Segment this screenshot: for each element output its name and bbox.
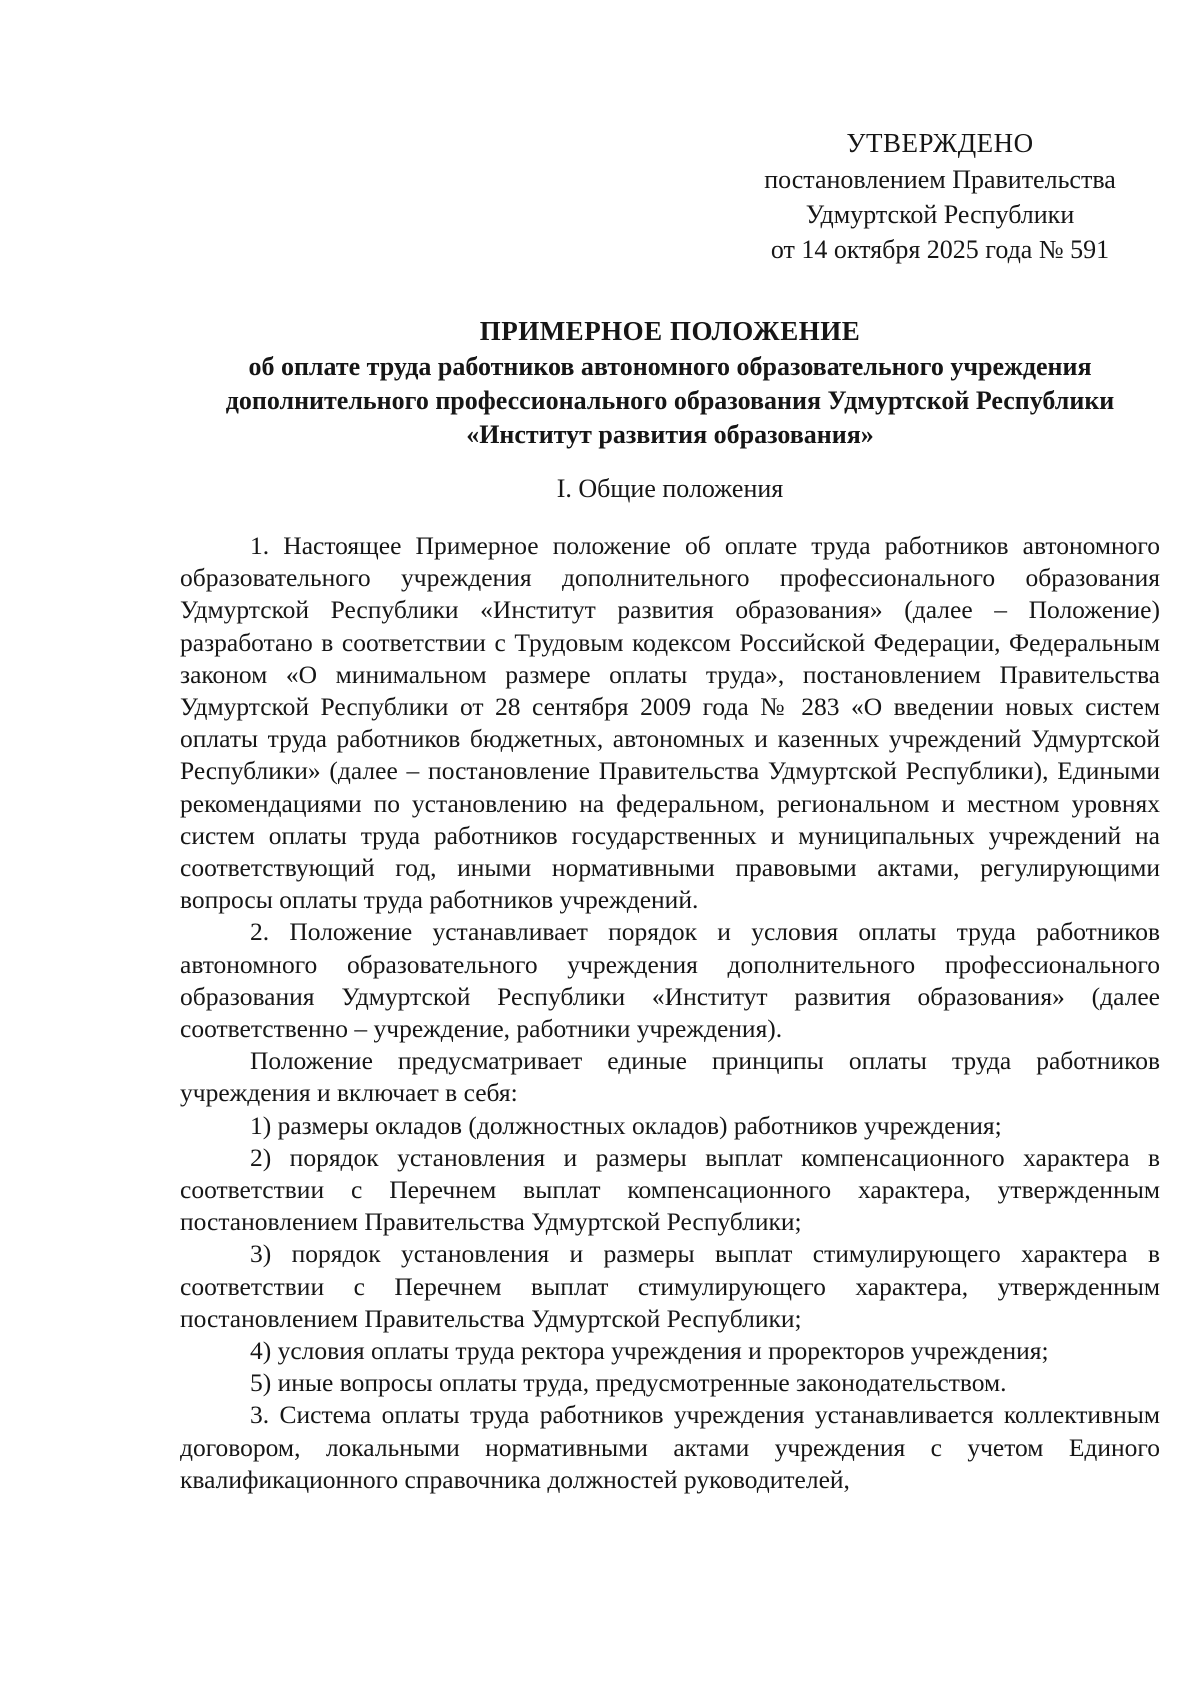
approval-stamp-block [720, 126, 1160, 267]
list-item: 3) порядок установления и размеры выплат стимулирующего характера в соответствии с Перечнем выплат стимулирующего характера, утвержденным постановлением Правительства Удмуртской Республики; [180, 1239, 1160, 1333]
list-item: 5) иные вопросы оплаты труда, предусмотренные законодательством. [250, 1368, 1007, 1398]
paragraph: 3. Система оплаты труда работников учреждения устанавливается коллективным договором, локальными нормативными актами учреждения с учетом Единого квалификационного справочника должностей руководителей, [180, 1400, 1160, 1494]
approval-date-number: от 14 октября 2025 года № 591 [770, 235, 1110, 264]
document-body [180, 530, 1160, 1496]
document-title: ПРИМЕРНОЕ ПОЛОЖЕНИЕ [479, 316, 861, 346]
section-heading: I. Общие положения [556, 474, 784, 503]
paragraph: 2. Положение устанавливает порядок и условия оплаты труда работников автономного образовательного учреждения дополнительного профессионального образования Удмуртской Республики «Институт развития образования» (далее соответственно – учреждение, работники учреждения). [180, 917, 1160, 1044]
paragraph: Положение предусматривает единые принципы оплаты труда работников учреждения и включает в себя: [180, 1046, 1160, 1108]
list-item: 2) порядок установления и размеры выплат компенсационного характера в соответствии с Перечнем выплат компенсационного характера, утвержденным постановлением Правительства Удмуртской Республики; [180, 1142, 1160, 1237]
approval-line: Удмуртской Республики [805, 200, 1075, 229]
approval-heading: УТВЕРЖДЕНО [846, 128, 1034, 158]
approval-line: постановлением Правительства [764, 165, 1116, 194]
list-item: 1) размеры окладов (должностных окладов) работников учреждения; [250, 1110, 1002, 1140]
document-title-block [180, 314, 1160, 452]
paragraph: 1. Настоящее Примерное положение об оплате труда работников автономного образовательного учреждения дополнительного профессионального образования Удмуртской Республики «Институт развития образования» (далее – Положение) разработано в соответствии с Трудовым кодексом Российской Федерации, Федеральным законом «О минимальном размере оплаты труда», постановлением Правительства Удмуртской Республики от 28 сентября 2009 года № 283 «О введении новых систем оплаты труда работников бюджетных, автономных и казенных учреждений Удмуртской Республики» (далее – постановление Правительства Удмуртской Республики), Едиными рекомендациями по установлению на федеральном, региональном и местном уровнях систем оплаты труда работников государственных и муниципальных учреждений на соответствующий год, иными нормативными правовыми актами, регулирующими вопросы оплаты труда работников учреждений. [180, 531, 1160, 915]
document-subtitle: об оплате труда работников автономного образовательного учреждения дополнительного профессионального образования Удмуртской Республики «Институт развития образования» [225, 352, 1115, 449]
list-item: 4) условия оплаты труда ректора учреждения и проректоров учреждения; [250, 1336, 1049, 1366]
